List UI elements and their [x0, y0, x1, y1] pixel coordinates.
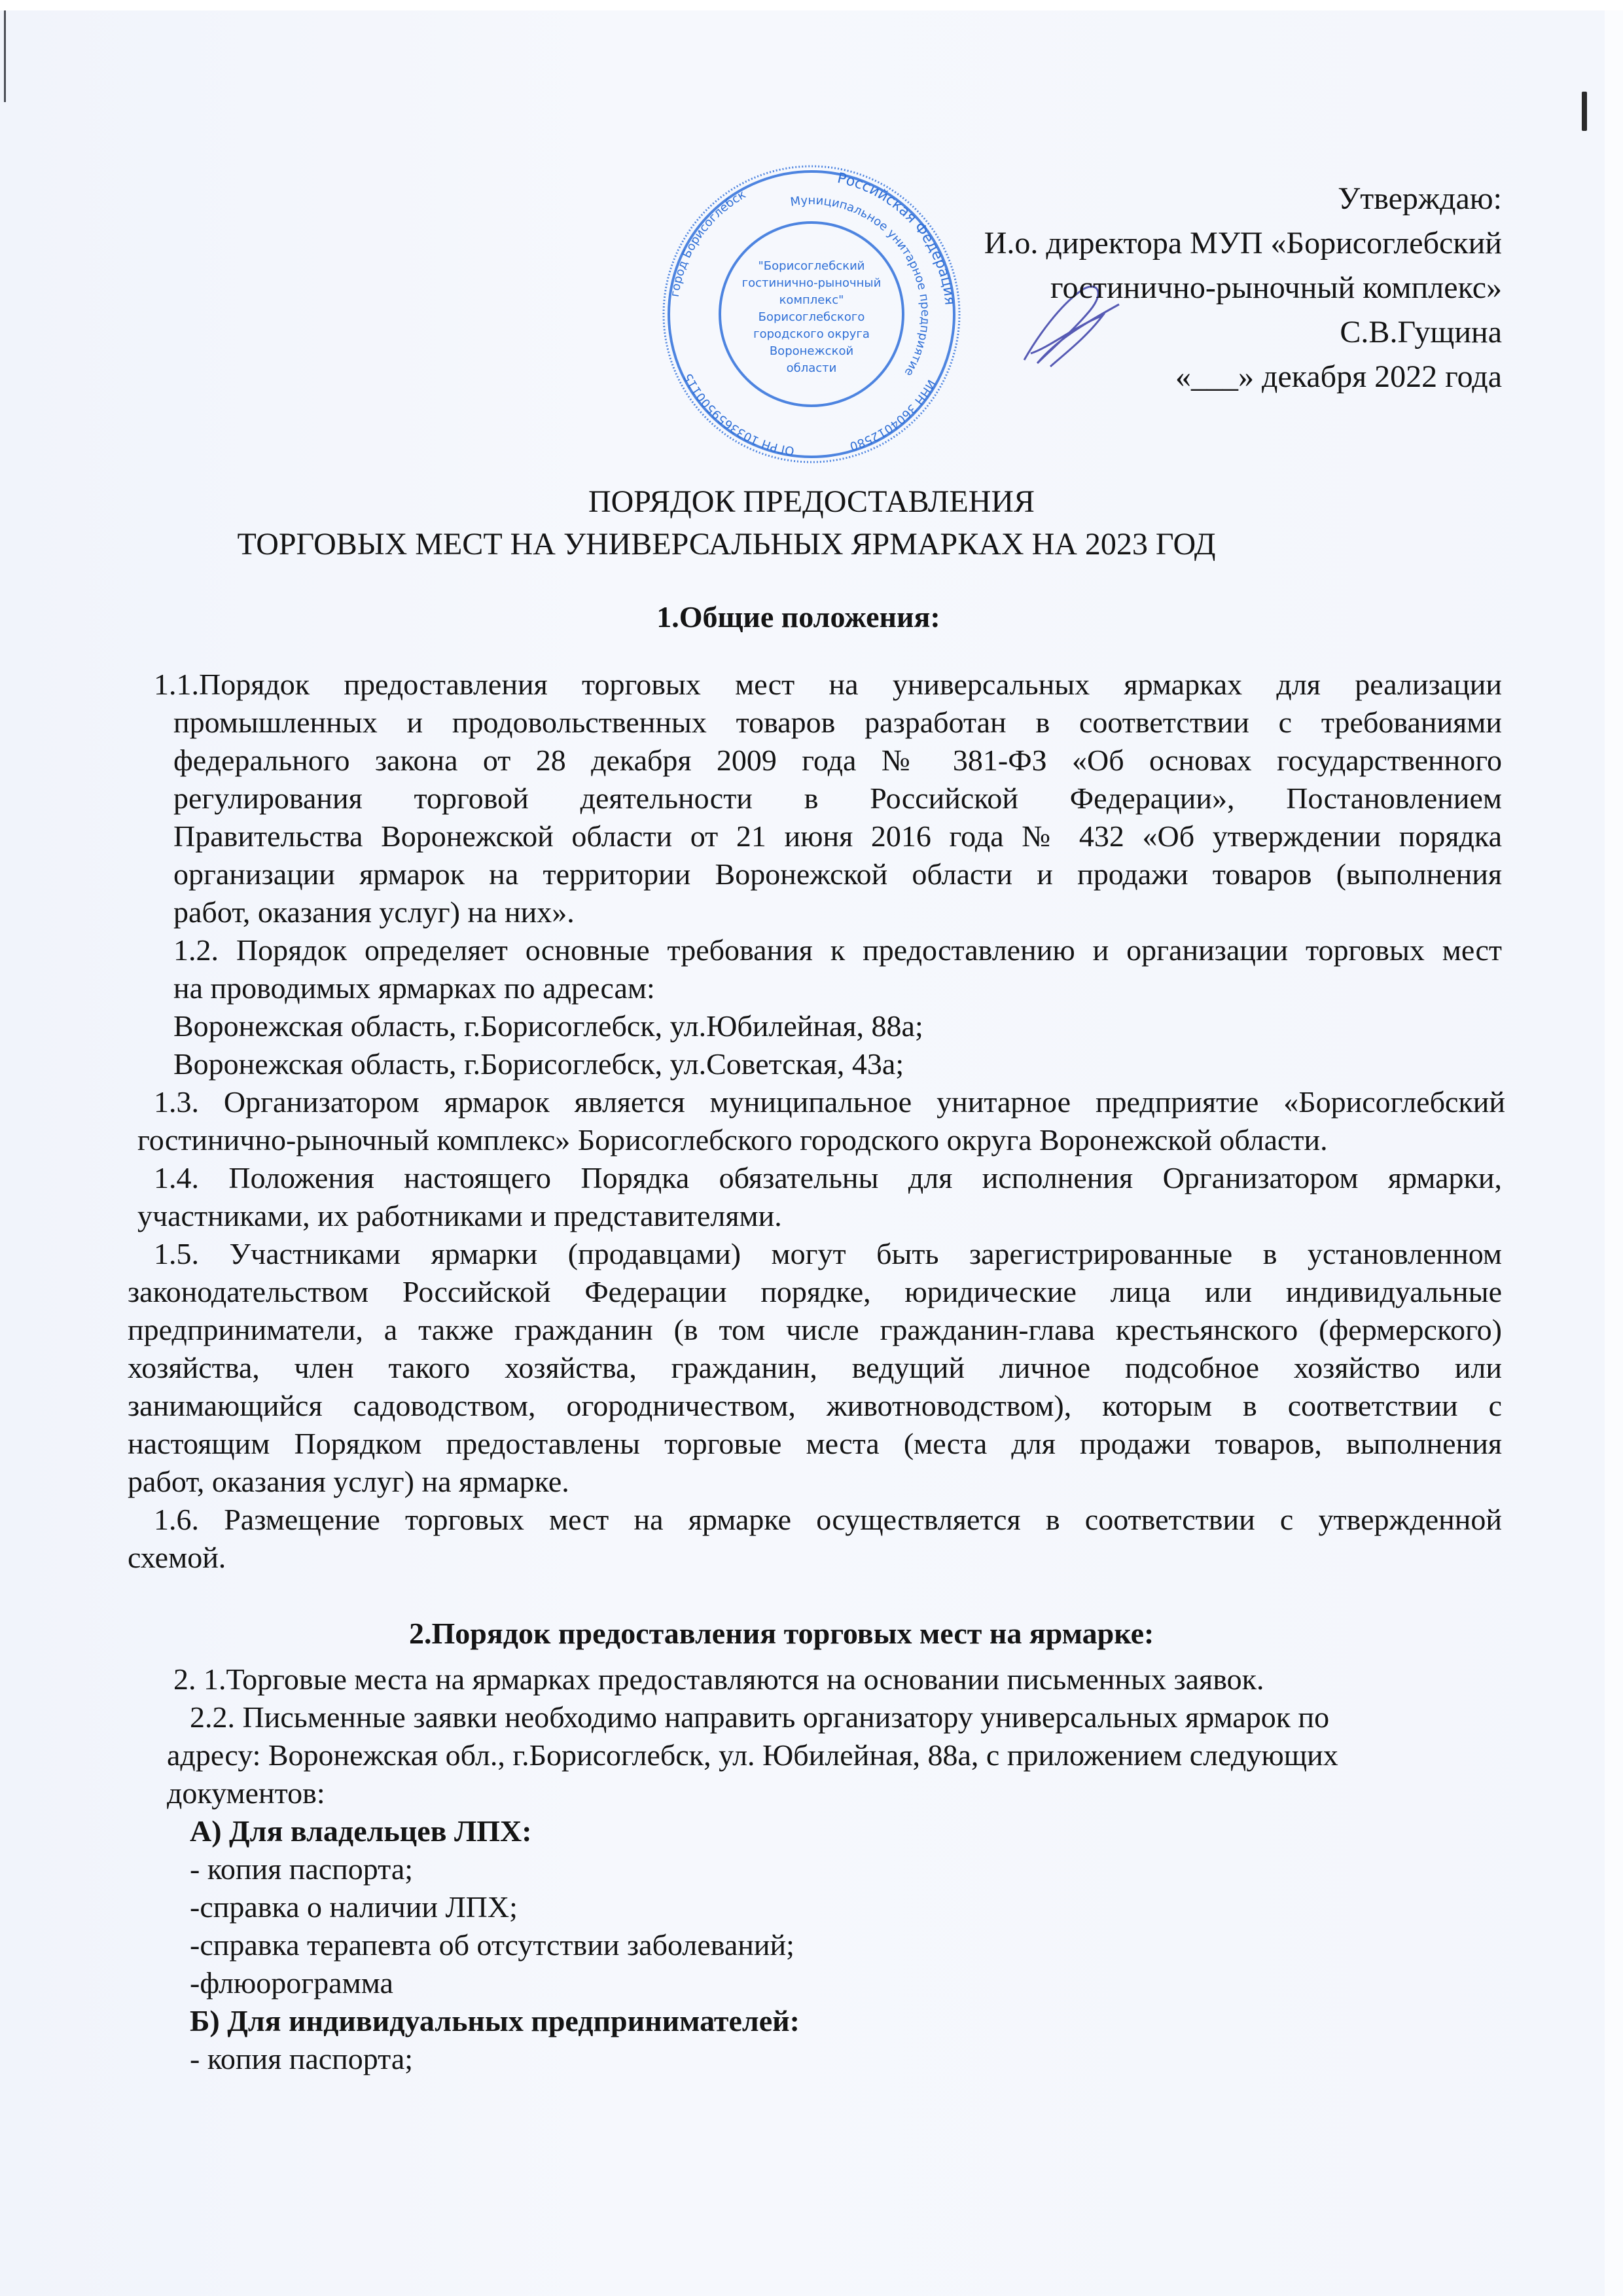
stamp-ogrn: ОГРН 1033659500115 — [681, 370, 796, 458]
address-line: Воронежская область, г.Борисоглебск, ул.Юбилейная, 88а; — [173, 1009, 923, 1043]
section-2-heading: 2.Порядок предоставления торговых мест на ярмарке: — [409, 1617, 1154, 1650]
paragraph-line: предприниматели, а также гражданин (в том числе гражданин-глава крестьянского (фермерского) — [128, 1313, 1502, 1346]
stamp-outer-ring: Муниципальное унитарное предприятие — [789, 193, 933, 379]
paragraph-line: 2.2. Письменные заявки необходимо направить организатору универсальных ярмарок по — [190, 1700, 1330, 1734]
paragraph-line: промышленных и продовольственных товаров разработан в соответствии с требованиями — [173, 706, 1502, 739]
approval-label: Утверждаю: — [1338, 181, 1502, 216]
stamp-inner-line: городского округа — [753, 327, 870, 341]
document-list-item: -флюорограмма — [190, 1966, 393, 2000]
paragraph-line: регулирования торговой деятельности в Российской Федерации», Постановлением — [173, 781, 1502, 815]
paragraph-line: схемой. — [128, 1541, 226, 1574]
scan-edge-mark-right — [1582, 92, 1587, 131]
stamp-inner-line: "Борисоглебский — [758, 259, 865, 273]
paragraph-line: 1.6. Размещение торговых мест на ярмарке осуществляется в соответствии с утвержденной — [154, 1503, 1502, 1536]
paragraph-line: федерального закона от 28 декабря 2009 года № 381-ФЗ «Об основах государственного — [173, 744, 1502, 777]
document-title-line1: ПОРЯДОК ПРЕДОСТАВЛЕНИЯ — [588, 484, 1035, 519]
approver-name: С.В.Гущина — [1340, 315, 1502, 350]
paragraph-line: гостинично-рыночный комплекс» Борисоглебского городского округа Воронежской области. — [137, 1123, 1328, 1157]
paragraph-line: 1.2. Порядок определяет основные требования к предоставлению и организации торговых мест — [173, 933, 1502, 967]
paragraph-line: 1.1.Порядок предоставления торговых мест на универсальных ярмарках для реализации — [154, 668, 1502, 701]
group-b-heading: Б) Для индивидуальных предпринимателей: — [190, 2004, 800, 2037]
stamp-inner-line: области — [786, 361, 837, 375]
document-list-item: - копия паспорта; — [190, 1852, 414, 1886]
paragraph-line: хозяйства, член такого хозяйства, гражданин, ведущий личное подсобное хозяйство или — [128, 1351, 1502, 1384]
paragraph-line: 1.5. Участниками ярмарки (продавцами) могут быть зарегистрированные в установленном — [154, 1237, 1502, 1270]
approver-position-line2: гостинично-рыночный комплекс» — [1050, 270, 1502, 305]
document-title-line2: ТОРГОВЫХ МЕСТ НА УНИВЕРСАЛЬНЫХ ЯРМАРКАХ НА 2023 ГОД — [237, 527, 1216, 562]
paragraph-line: организации ярмарок на территории Воронежской области и продажи товаров (выполнения — [173, 857, 1502, 891]
document-list-item: -справка о наличии ЛПХ; — [190, 1890, 518, 1924]
document-list-item: -справка терапевта об отсутствии заболеваний; — [190, 1928, 794, 1962]
group-a-heading: А) Для владельцев ЛПХ: — [190, 1814, 532, 1848]
stamp-inner-line: Борисоглебского — [758, 310, 865, 324]
approval-block — [982, 177, 1502, 399]
approval-date: «___» декабря 2022 года — [1175, 359, 1502, 394]
approver-position-line1: И.о. директора МУП «Борисоглебский — [984, 226, 1502, 260]
paragraph-line: законодательством Российской Федерации порядке, юридические лица или индивидуальные — [128, 1275, 1502, 1308]
stamp-inn: ИНН 3604012580 — [847, 377, 938, 454]
stamp-outer-top: Российская Федерация — [836, 170, 958, 306]
paragraph-line: 2. 1.Торговые места на ярмарках предоставляются на основании письменных заявок. — [173, 1662, 1264, 1696]
paragraph-line: настоящим Порядком предоставлены торговые места (места для продажи товаров, выполнения — [128, 1427, 1502, 1460]
paragraph-line: документов: — [167, 1776, 325, 1810]
paragraph-line: адресу: Воронежская обл., г.Борисоглебск, ул. Юбилейная, 88а, с приложением следующих — [167, 1738, 1338, 1772]
paragraph-line: Правительства Воронежской области от 21 июня 2016 года № 432 «Об утверждении порядка — [173, 819, 1502, 853]
stamp-inner-line: Воронежской — [769, 344, 854, 358]
paragraph-line: участниками, их работниками и представителями. — [137, 1199, 782, 1232]
paragraph-line: 1.4. Положения настоящего Порядка обязательны для исполнения Организатором ярмарки, — [154, 1161, 1502, 1194]
stamp-inner-line: гостинично-рыночный — [741, 276, 882, 290]
paragraph-line: на проводимых ярмарках по адресам: — [173, 971, 655, 1005]
paragraph-line: работ, оказания услуг) на них». — [173, 895, 575, 929]
stamp-outer-left: город Борисоглебск — [668, 187, 749, 298]
section-1-heading: 1.Общие положения: — [656, 600, 940, 634]
document-list-item: - копия паспорта; — [190, 2042, 414, 2075]
stamp-inner-line: комплекс" — [779, 293, 844, 307]
scan-edge-mark-left — [4, 10, 6, 102]
paragraph-line: занимающийся садоводством, огородничеством, животноводством), которым в соответствии с — [128, 1389, 1502, 1422]
address-line: Воронежская область, г.Борисоглебск, ул.Советская, 43а; — [173, 1047, 904, 1081]
scan-margin — [1605, 10, 1623, 2296]
paragraph-line: 1.3. Организатором ярмарок является муниципальное унитарное предприятие «Борисоглебский — [154, 1085, 1505, 1119]
paragraph-line: работ, оказания услуг) на ярмарке. — [128, 1465, 569, 1498]
